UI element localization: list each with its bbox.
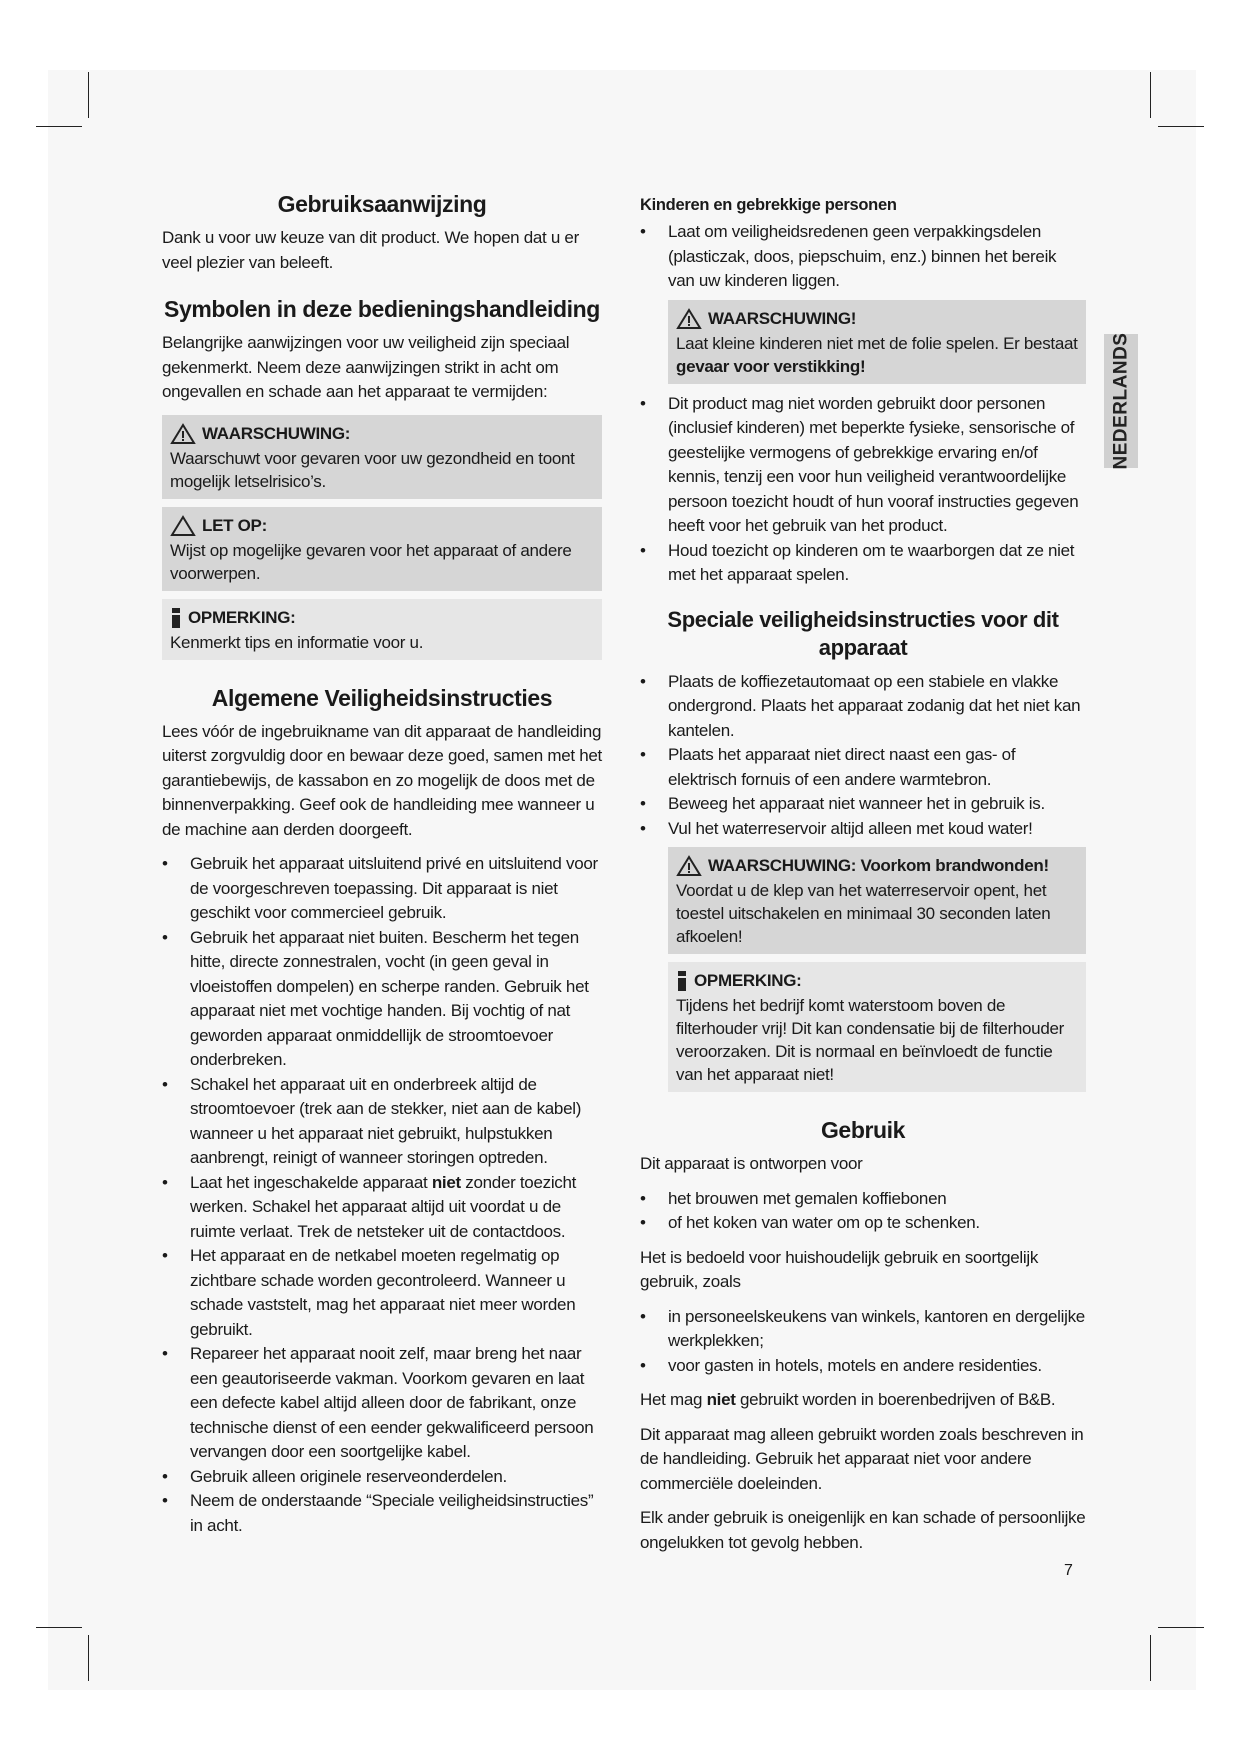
list-item: • in personeelskeukens van winkels, kantoren en dergelijke werkplekken; <box>640 1305 1086 1354</box>
title-gebruiksaanwijzing: Gebruiksaanwijzing <box>277 191 487 217</box>
note-box-title: OPMERKING: <box>188 607 296 627</box>
caution-triangle-icon <box>170 515 196 537</box>
use-other: Elk ander gebruik is oneigenlijk en kan schade of persoonlijke ongelukken tot gevolg hebben. <box>640 1508 1086 1552</box>
crop-mark <box>1158 126 1204 127</box>
use-only: Dit apparaat mag alleen gebruikt worden zoals beschreven in de handleiding. Gebruik het apparaat niet voor andere commerciële doeleinden. <box>640 1424 1084 1493</box>
warning-triangle-icon <box>170 423 196 445</box>
crop-mark <box>88 1635 89 1681</box>
list-item: • Gebruik het apparaat niet buiten. Bescherm het tegen hitte, directe zonnestralen, vocht (in geen geval in vloeistoffen dompelen) en scherpe randen. Gebruik het apparaat niet met vochtige handen. Bij vochtig of nat geworden apparaat onmiddellijk de stroomtoevoer onderbreken. <box>162 926 602 1073</box>
list-item: • het brouwen met gemalen koffiebonen <box>640 1187 1086 1212</box>
list-item: • Laat om veiligheidsredenen geen verpakkingsdelen (plasticzak, doos, piepschuim, enz.) binnen het bereik van uw kinderen liggen. <box>640 220 1086 294</box>
bullet4-bold: niet <box>431 1172 461 1192</box>
crop-mark <box>1150 1635 1151 1681</box>
children-title: Kinderen en gebrekkige personen <box>640 196 897 214</box>
list-item: • Neem de onderstaande “Speciale veiligheidsinstructies” in acht. <box>162 1489 602 1538</box>
list-item: • Vul het waterreservoir altijd alleen met koud water! <box>640 817 1086 842</box>
farm-text <box>640 1388 1086 1413</box>
page-number: 7 <box>1064 1562 1073 1579</box>
list-item: • Gebruik het apparaat uitsluitend privé en uitsluitend voor de voorgeschreven toepassing. Dit apparaat is niet geschikt voor commercieel gebruik. <box>162 852 602 926</box>
list-item: • Het apparaat en de netkabel moeten regelmatig op zichtbare schade worden gecontroleerd. Wanneer u schade vaststelt, mag het apparaat niet meer worden gebruikt. <box>162 1244 602 1342</box>
burn-box-text: Voordat u de klep van het waterreservoir opent, het toestel uitschakelen en minimaal 30 seconden laten afkoelen! <box>676 881 1051 946</box>
intro-text: Dank u voor uw keuze van dit product. We hopen dat u er veel plezier van beleeft. <box>162 228 579 272</box>
farm-bold: niet <box>706 1390 736 1409</box>
language-tab <box>1104 334 1138 468</box>
use-bullets <box>640 1187 1086 1236</box>
list-item: • Schakel het apparaat uit en onderbreek altijd de stroomtoevoer (trek aan de stekker, niet aan de kabel) wanneer u het apparaat niet gebruikt, hulpstukken aanbrengt, reinigt of wanneer storingen optreden. <box>162 1073 602 1171</box>
burn-warning-box <box>668 847 1086 954</box>
language-tab-label: NEDERLANDS <box>1110 332 1132 470</box>
list-item: • Plaats de koffiezetautomaat op een stabiele en vlakke ondergrond. Plaats het apparaat zodanig dat het niet kan kantelen. <box>640 670 1086 744</box>
crop-mark <box>1150 72 1151 118</box>
list-item: • of het koken van water om op te schenken. <box>640 1211 1086 1236</box>
special-bullets <box>640 670 1086 842</box>
title-symbolen: Symbolen in deze bedieningshandleiding <box>164 296 600 322</box>
use-household: Het is bedoeld voor huishoudelijk gebruik en soortgelijk gebruik, zoals <box>640 1247 1039 1291</box>
list-item: • Repareer het apparaat nooit zelf, maar breng het naar een geautoriseerde vakman. Voorkom gevaren en laat een defecte kabel altijd alleen door de fabrikant, onze technische dienst of een eender gekwalificeerd persoon vervangen door een soortgelijke kabel. <box>162 1342 602 1465</box>
bullet4-post: zonder toezicht werken. Schakel het apparaat altijd uit voordat u de ruimte verlaat. Trek de netsteker uit de contactdoos. <box>190 1172 577 1241</box>
note-box <box>162 599 602 660</box>
warning-triangle-icon <box>676 308 702 330</box>
note-box-title: OPMERKING: <box>694 971 802 990</box>
symbols-intro: Belangrijke aanwijzingen voor uw veiligheid zijn speciaal gekenmerkt. Neem deze aanwijzingen strikt in acht om ongevallen en schade aan het apparaat te vermijden: <box>162 333 570 401</box>
caution-box-text: Wijst op mogelijke gevaren voor het apparaat of andere voorwerpen. <box>170 540 572 583</box>
warning-box-title: WAARSCHUWING: <box>202 423 351 443</box>
children-box-text <box>676 332 1078 378</box>
farm-pre: Het mag <box>640 1390 707 1409</box>
info-icon <box>170 607 182 629</box>
crop-mark <box>88 72 89 118</box>
list-item: • Beweeg het apparaat niet wanneer het in gebruik is. <box>640 792 1086 817</box>
title-algemene: Algemene Veiligheidsinstructies <box>211 684 553 711</box>
right-column <box>640 194 1086 1565</box>
children-box-bold: gevaar voor verstikking! <box>676 356 866 376</box>
caution-box-title: LET OP: <box>202 515 267 535</box>
list-item: • voor gasten in hotels, motels en andere residenties. <box>640 1354 1086 1379</box>
crop-mark <box>1158 1627 1204 1628</box>
note-box-text: Kenmerkt tips en informatie voor u. <box>170 632 424 652</box>
general-bullets <box>162 852 602 1538</box>
list-item: • Houd toezicht op kinderen om te waarborgen dat ze niet met het apparaat spelen. <box>640 539 1086 588</box>
note-box-text: Tijdens het bedrijf komt waterstoom boven de filterhouder vrij! Dit kan condensatie bij de filterhouder veroorzaken. Dit is normaal en beïnvloedt de functie van het apparaat niet! <box>676 996 1064 1084</box>
steam-note-box <box>668 962 1086 1092</box>
left-column <box>162 190 602 1538</box>
children-warning-box <box>668 300 1086 384</box>
burn-box-title: WAARSCHUWING: Voorkom brandwonden! <box>708 856 1049 875</box>
use-intro: Dit apparaat is ontworpen voor <box>640 1154 863 1173</box>
list-item: • Gebruik alleen originele reserveonderdelen. <box>162 1465 602 1490</box>
crop-mark <box>36 126 82 127</box>
list-item <box>162 1171 602 1245</box>
warning-box-text: Waarschuwt voor gevaren voor uw gezondheid en toont mogelijk letselrisico’s. <box>170 448 575 491</box>
warning-triangle-icon <box>676 855 702 877</box>
general-intro: Lees vóór de ingebruikname van dit apparaat de handleiding uiterst zorgvuldig door en bewaar deze goed, samen met het garantiebewijs, de kassabon en zo mogelijk de doos met de binnenverpakking. Geef ook de handleiding mee wanneer u de machine aan derden doorgeeft. <box>162 721 602 839</box>
crop-mark <box>36 1627 82 1628</box>
use-bullets-2 <box>640 1305 1086 1379</box>
children-bullets-2 <box>640 392 1086 588</box>
info-icon <box>676 970 688 992</box>
farm-post: gebruikt worden in boerenbedrijven of B&B. <box>735 1390 1056 1409</box>
bullet4-pre: Laat het ingeschakelde apparaat <box>190 1172 432 1192</box>
title-gebruik: Gebruik <box>820 1117 906 1143</box>
children-box-plain: Laat kleine kinderen niet met de folie spelen. Er bestaat <box>676 333 1078 353</box>
list-item: • Dit product mag niet worden gebruikt door personen (inclusief kinderen) met beperkte fysieke, sensorische of geestelijke vermogens of gebrekkige ervaring en/of kennis, tenzij een voor hun veiligheid verantwoordelijke persoon toezicht houdt of hun vooraf instructies gegeven heeft voor het gebruik van het product. <box>640 392 1086 539</box>
title-speciale: Speciale veiligheidsinstructies voor dit apparaat <box>667 606 1059 660</box>
children-box-title: WAARSCHUWING! <box>708 308 857 328</box>
caution-box <box>162 507 602 591</box>
warning-box <box>162 415 602 499</box>
children-bullets-1 <box>640 220 1086 294</box>
list-item: • Plaats het apparaat niet direct naast een gas- of elektrisch fornuis of een andere warmtebron. <box>640 743 1086 792</box>
